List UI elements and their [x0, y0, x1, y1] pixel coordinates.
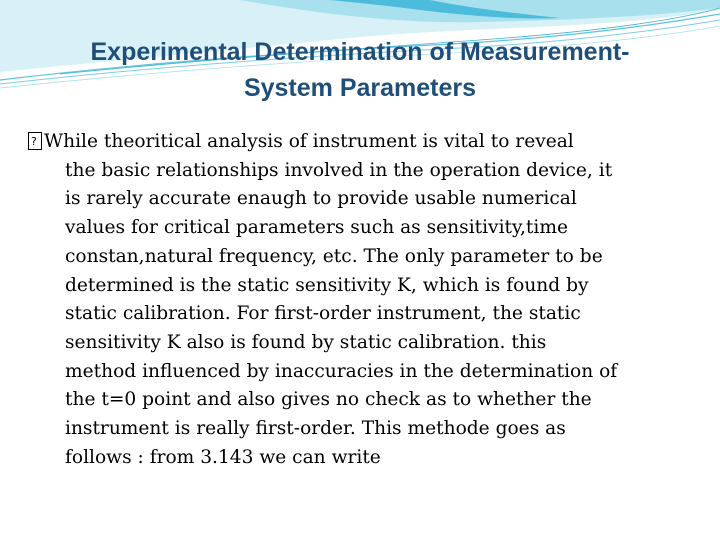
paragraph-line: static calibration. For first-order instrument, the static [65, 303, 581, 325]
paragraph-line: is rarely accurate enaugh to provide usable numerical [65, 188, 577, 210]
title-line-1: Experimental Determination of Measurement- [90, 38, 630, 66]
paragraph-line: follows : from 3.143 we can write [65, 446, 381, 468]
paragraph-line: method influenced by inaccuracies in the determination of [65, 360, 618, 382]
paragraph-line: determined is the static sensitivity K, which is found by [65, 274, 589, 296]
paragraph-line: values for critical parameters such as sensitivity,time [65, 217, 568, 239]
paragraph-line: the t=0 point and also gives no check as to whether the [65, 389, 592, 411]
paragraph-line: the basic relationships involved in the operation device, it [65, 159, 613, 181]
paragraph-text: While theoritical analysis of instrument is vital to reveal [44, 131, 574, 152]
missing-glyph-bullet-icon [28, 132, 42, 150]
slide-body [28, 128, 684, 472]
paragraph-line: instrument is really first-order. This methode goes as [65, 418, 566, 440]
paragraph-line: constan,natural frequency, etc. The only parameter to be [65, 245, 603, 267]
paragraph-line [28, 128, 684, 157]
title-line-2: System Parameters [243, 74, 477, 102]
slide-title [20, 34, 700, 106]
paragraph-line: sensitivity K also is found by static calibration. this [65, 331, 547, 353]
